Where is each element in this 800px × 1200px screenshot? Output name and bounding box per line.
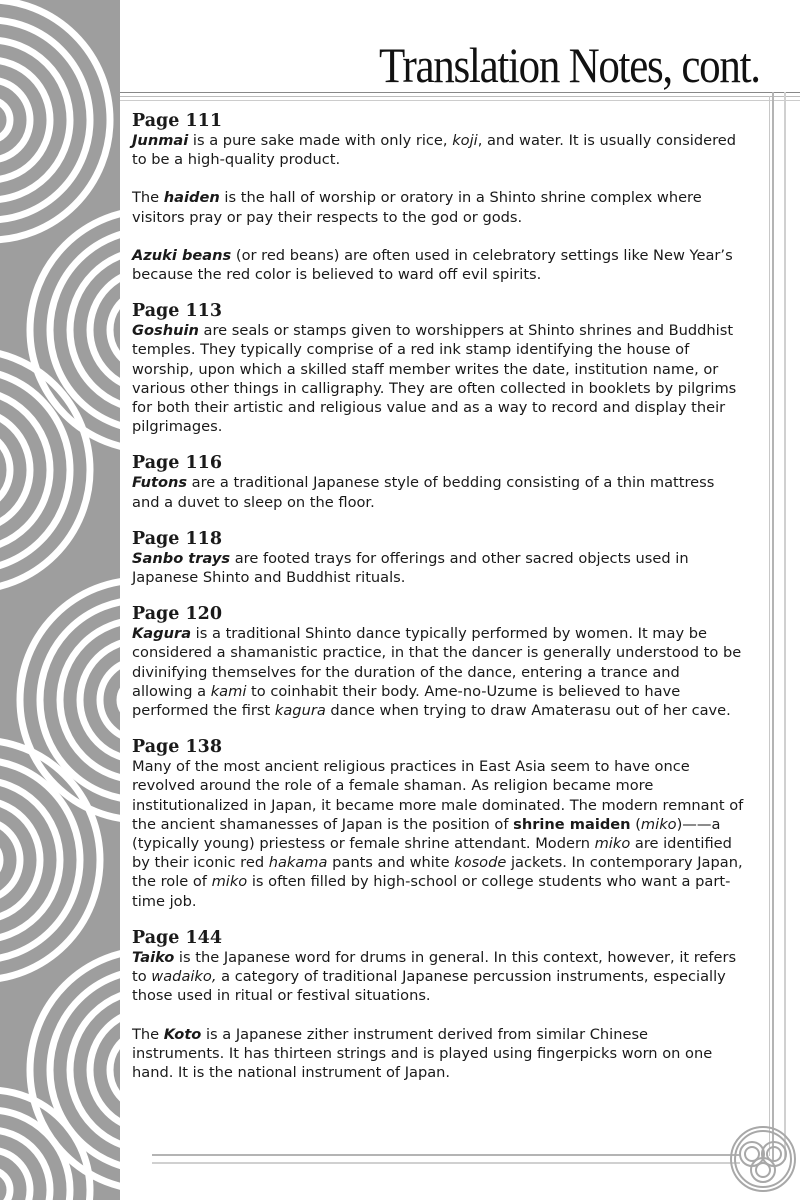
term: haiden [163,189,220,207]
top-rule-2 [120,96,800,97]
term: Azuki beans [132,246,232,264]
text-run: , and water. It is usually considered to be a high-quality product. [132,132,736,169]
right-border-inner [769,96,770,1156]
note-paragraph [132,321,744,436]
note-paragraph [132,473,744,511]
decorative-wave-sidebar [0,0,120,1200]
note-paragraph [132,188,744,226]
wave-pattern-icon [0,0,120,1200]
note-section [132,928,744,1082]
text-run: )——a (typically young) priestess or female shrine attendant. Modern [132,815,721,853]
page-title: Translation Notes, cont. [379,37,760,93]
text-run: jackets. In contemporary Japan, the role of [132,854,743,891]
text-run: is a traditional Shinto dance typically performed by women. It may be considered a shamanistic practice, in that the dancer is generally understood to be divinifying themselves for the duration of the dance, entering a trance and allowing a [132,625,742,700]
term: Goshuin [132,322,199,340]
top-rule [120,92,800,93]
term: Taiko [132,948,175,966]
note-section [132,301,744,436]
note-paragraph [132,549,744,587]
text-run: are footed trays for offerings and other sacred objects used in Japanese Shinto and Buddhist rituals. [132,549,689,587]
bottom-border [152,1154,740,1164]
text-run: are identified by their iconic red [132,835,732,872]
note-paragraph [132,948,744,1006]
term: miko [640,815,677,833]
note-paragraph [132,1025,744,1083]
term: kagura [274,702,326,720]
text-run: pants and white [327,854,455,872]
page-heading: Page 138 [132,737,223,758]
term: kami [210,682,247,700]
term: shrine maiden [513,815,631,833]
text-run: is a pure sake made with only rice, [188,132,453,149]
note-section [132,604,744,720]
note-section [132,529,744,587]
term: Koto [163,1025,202,1043]
text-run: is the Japanese word for drums in general. In this context, however, it refers to [132,948,737,986]
text-run: is often filled by high-school or college students who want a part-time job. [132,873,731,910]
knot-emblem-icon [728,1124,798,1194]
term: miko [211,873,248,891]
text-run: Many of the most ancient religious practices in East Asia seem to have once revolved around the role of a female shaman. As religion became more institutionalized in Japan, it became more male dominated. The modern remnant of the ancient shamanesses of Japan is the position of [132,758,744,833]
text-run: are a traditional Japanese style of bedding consisting of a thin mattress and a duvet to sleep on the floor. [132,474,715,511]
term: miko [594,835,631,853]
text-run: ( [630,815,641,833]
term: Kagura [132,625,192,643]
text-run: The [132,1025,164,1043]
text-run: dance when trying to draw Amaterasu out of her cave. [325,702,731,720]
right-border [772,92,786,1160]
term: Sanbo trays [132,549,231,567]
text-run: The [132,189,164,207]
page-heading: Page 118 [132,528,223,549]
term: Junmai [132,132,189,149]
term: Futons [132,474,188,492]
notes-content [132,111,744,1099]
page-heading: Page 120 [132,604,223,625]
note-section [132,453,744,511]
text-run: a category of traditional Japanese percussion instruments, especially those used in ritual or festival situations. [132,968,726,1005]
text-run: is a Japanese zither instrument derived from similar Chinese instruments. It has thirteen strings and is played using fingerpicks worn on one hand. It is the national instrument of Japan. [132,1025,713,1081]
text-run: to coinhabit their body. Ame-no-Uzume is believed to have performed the first [132,682,681,720]
page-heading: Page 116 [132,453,223,474]
note-paragraph [132,757,744,911]
text-run: is the hall of worship or oratory in a Shinto shrine complex where visitors pray or pay their respects to the god or gods. [132,189,702,226]
term: hakama [268,854,328,872]
top-rule-3 [120,100,800,101]
term: kosode [454,854,507,872]
term: wadaiko, [151,968,217,986]
note-paragraph [132,246,744,284]
page-heading: Page 144 [132,927,223,948]
note-paragraph [132,624,744,720]
term: koji [452,132,478,149]
page-heading: Page 111 [132,111,223,131]
text-run: are seals or stamps given to worshippers at Shinto shrines and Buddhist temples. They typically comprise of a red ink stamp identifying the house of worship, upon which a skilled staff member writes the date, institution name, or various other things in calligraphy. They are often collected in booklets by pilgrims for both their artistic and religious value and as a way to record and display their pilgrimages. [132,322,737,436]
text-run: (or red beans) are often used in celebratory settings like New Year’s because the red color is believed to ward off evil spirits. [132,246,733,284]
note-section [132,737,744,911]
page-heading: Page 113 [132,301,223,322]
note-section [132,111,744,284]
note-paragraph [132,131,744,169]
